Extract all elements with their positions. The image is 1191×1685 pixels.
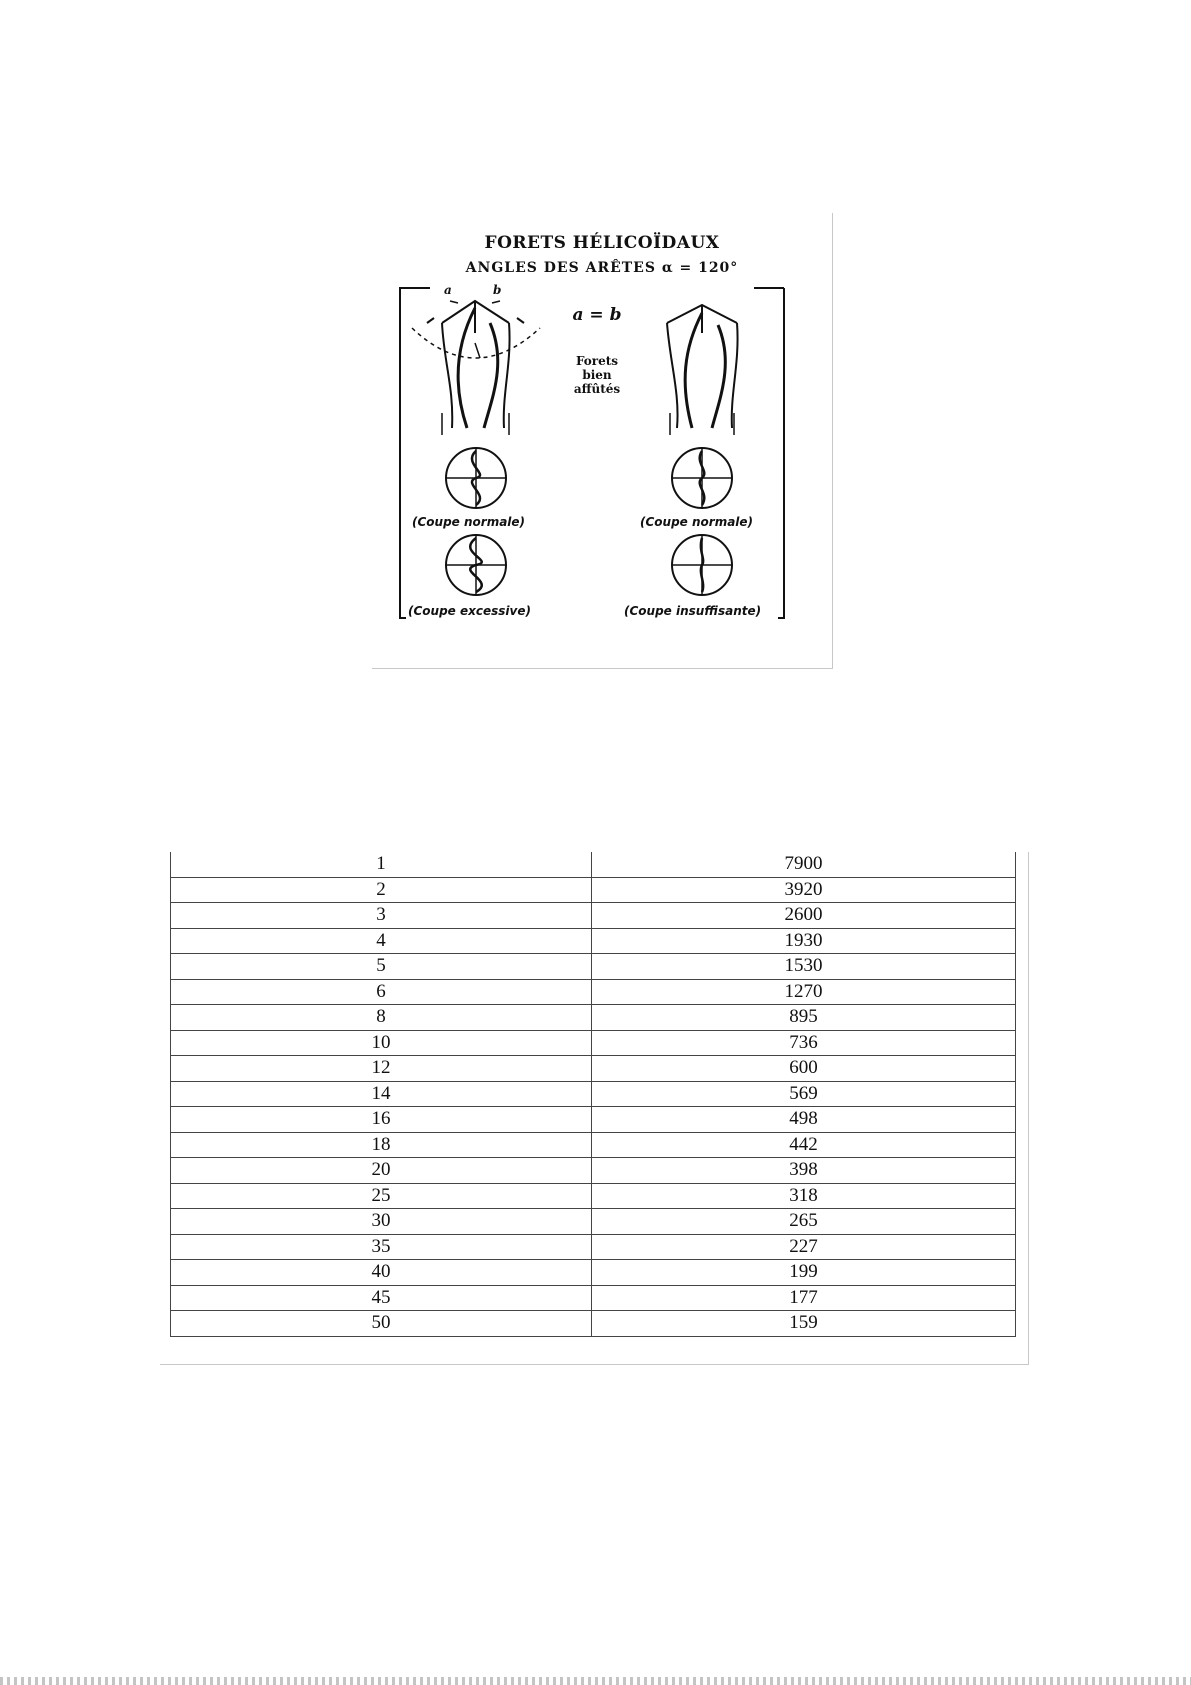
section-insufficient-right (672, 535, 732, 595)
table-cell-key: 35 (171, 1234, 592, 1260)
table-cell-value: 498 (592, 1107, 1016, 1133)
table-row (171, 1311, 1016, 1337)
angle-label-a: a (444, 283, 452, 297)
note-line: affûtés (573, 381, 621, 396)
table-cell-key: 25 (171, 1183, 592, 1209)
table-cell-key: 18 (171, 1132, 592, 1158)
sharpened-note (557, 355, 637, 396)
section-normal-right (672, 448, 732, 508)
table-cell-key: 50 (171, 1311, 592, 1337)
table-cell-value: 2600 (592, 903, 1016, 929)
table-cell-value: 895 (592, 1005, 1016, 1031)
right-bracket-line (754, 288, 784, 618)
figure-title: FORETS HÉLICOÏDAUX (484, 233, 720, 253)
table-cell-key: 12 (171, 1056, 592, 1082)
table-row (171, 1081, 1016, 1107)
table-cell-key: 14 (171, 1081, 592, 1107)
table-cell-key: 10 (171, 1030, 592, 1056)
table-row (171, 1285, 1016, 1311)
data-table-container (160, 852, 1029, 1365)
caption-normal-right: (Coupe normale) (640, 515, 754, 529)
table-cell-value: 600 (592, 1056, 1016, 1082)
table-cell-value: 1270 (592, 979, 1016, 1005)
caption-normal-left: (Coupe normale) (412, 515, 526, 529)
table-cell-key: 45 (171, 1285, 592, 1311)
note-line: Forets (575, 354, 619, 368)
table-cell-key: 16 (171, 1107, 592, 1133)
table-row (171, 1183, 1016, 1209)
table-cell-value: 442 (592, 1132, 1016, 1158)
table-row (171, 1132, 1016, 1158)
table-cell-key: 20 (171, 1158, 592, 1184)
footer-scan-artifact (0, 1677, 1191, 1685)
table-cell-key: 3 (171, 903, 592, 929)
table-cell-key: 40 (171, 1260, 592, 1286)
table-cell-value: 159 (592, 1311, 1016, 1337)
table-cell-key: 1 (171, 852, 592, 877)
table-row (171, 852, 1016, 877)
table-cell-value: 199 (592, 1260, 1016, 1286)
table-cell-value: 1930 (592, 928, 1016, 954)
table-cell-value: 569 (592, 1081, 1016, 1107)
left-drill-drawing (412, 301, 540, 435)
table-cell-key: 8 (171, 1005, 592, 1031)
table-cell-value: 736 (592, 1030, 1016, 1056)
left-bracket-line (400, 288, 430, 618)
caption-insufficient: (Coupe insuffisante) (624, 604, 762, 618)
drill-figure (372, 213, 833, 669)
table-cell-key: 5 (171, 954, 592, 980)
table-cell-value: 177 (592, 1285, 1016, 1311)
table-row (171, 1030, 1016, 1056)
note-line: bien (582, 367, 612, 382)
table-row (171, 928, 1016, 954)
table-row (171, 1056, 1016, 1082)
table-cell-value: 3920 (592, 877, 1016, 903)
table-cell-value: 227 (592, 1234, 1016, 1260)
table-cell-value: 265 (592, 1209, 1016, 1235)
right-drill-drawing (667, 305, 738, 435)
table-cell-value: 7900 (592, 852, 1016, 877)
section-normal-left (446, 448, 506, 508)
table-cell-value: 398 (592, 1158, 1016, 1184)
drill-illustration (372, 213, 832, 668)
table-cell-key: 2 (171, 877, 592, 903)
table-cell-key: 4 (171, 928, 592, 954)
section-excessive-left (446, 535, 506, 595)
table-cell-key: 30 (171, 1209, 592, 1235)
table-cell-value: 1530 (592, 954, 1016, 980)
table-row (171, 1260, 1016, 1286)
table-row (171, 1107, 1016, 1133)
table-cell-value: 318 (592, 1183, 1016, 1209)
table-row (171, 1005, 1016, 1031)
table-row (171, 877, 1016, 903)
table-cell-key: 6 (171, 979, 592, 1005)
caption-excessive: (Coupe excessive) (408, 604, 531, 618)
figure-subtitle: ANGLES DES ARÊTES α = 120° (465, 260, 739, 276)
table-row (171, 1209, 1016, 1235)
equation-label: a = b (572, 305, 622, 325)
table-row (171, 954, 1016, 980)
table-row (171, 1158, 1016, 1184)
table-row (171, 903, 1016, 929)
data-table (170, 852, 1016, 1337)
table-row (171, 1234, 1016, 1260)
angle-label-b: b (493, 283, 502, 297)
table-row (171, 979, 1016, 1005)
